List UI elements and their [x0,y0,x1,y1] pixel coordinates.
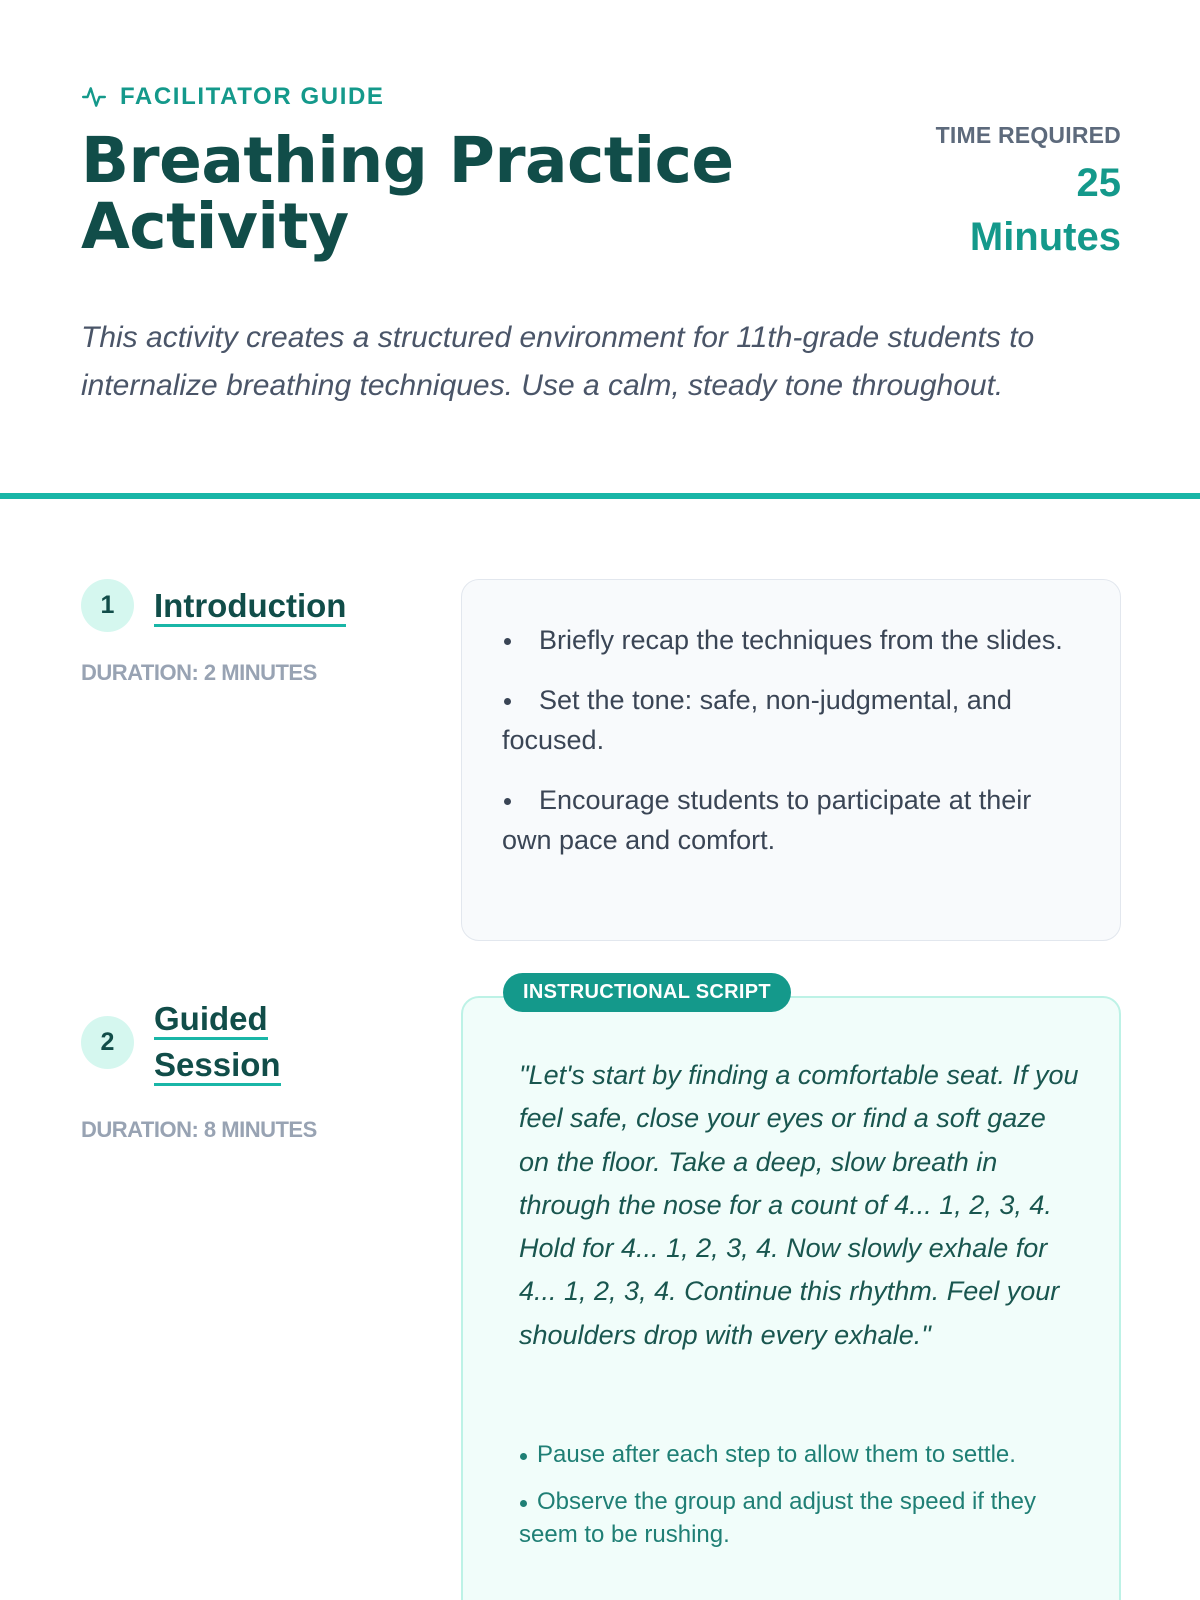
list-item: Observe the group and adjust the speed if they seem to be rushing. [519,1485,1079,1551]
section-title-line-1: Guided [154,1000,268,1040]
time-required-number: 25 [1076,161,1121,205]
eyebrow [81,82,385,112]
time-required-value [936,156,1121,264]
time-required-label: TIME REQUIRED [935,122,1121,148]
eyebrow-label: FACILITATOR GUIDE [120,83,385,110]
time-required [936,120,1121,264]
introduction-bullets [462,580,1120,860]
section-title-line-2: Session [154,1046,281,1086]
section-title-text: Introduction [154,587,346,627]
guide-header [81,0,1121,497]
step-number-2: 2 [81,1016,134,1069]
instructional-script-card [461,996,1121,1600]
section-duration: DURATION: 2 MINUTES [81,660,317,685]
list-item: Set the tone: safe, non-judgmental, and focused. [502,680,1080,760]
instructional-script-badge: INSTRUCTIONAL SCRIPT [503,973,791,1012]
section-title-introduction [154,583,346,629]
list-item: Briefly recap the techniques from the slides. [502,620,1080,660]
script-quote: "Let's start by finding a comfortable seat. If you feel safe, close your eyes or find a soft gaze on the floor. Take a deep, slow breath in through the nose for a count of 4... 1, 2, 3, 4. Hold for 4... 1, 2, 3, 4. Now slowly exhale for 4... 1, 2, 3, 4. Continue this rhythm. Feel your shoulders drop with every exhale." [519,1060,1079,1350]
introduction-card [461,579,1121,941]
list-item: Encourage students to participate at their own pace and comfort. [502,780,1080,860]
script-notes [519,1438,1079,1565]
page-title: Breathing Practice Activity [81,124,734,263]
time-required-unit: Minutes [969,215,1121,259]
section-duration: DURATION: 8 MINUTES [81,1117,317,1142]
step-number-1: 1 [81,579,134,632]
activity-pulse-icon [81,84,107,110]
list-item: Pause after each step to allow them to settle. [519,1438,1079,1471]
section-divider [0,493,1200,499]
section-title-guided-session [154,996,281,1088]
intro-text: This activity creates a structured environment for 11th-grade students to internalize breathing techniques. Use a calm, steady tone throughout. [81,321,1035,402]
